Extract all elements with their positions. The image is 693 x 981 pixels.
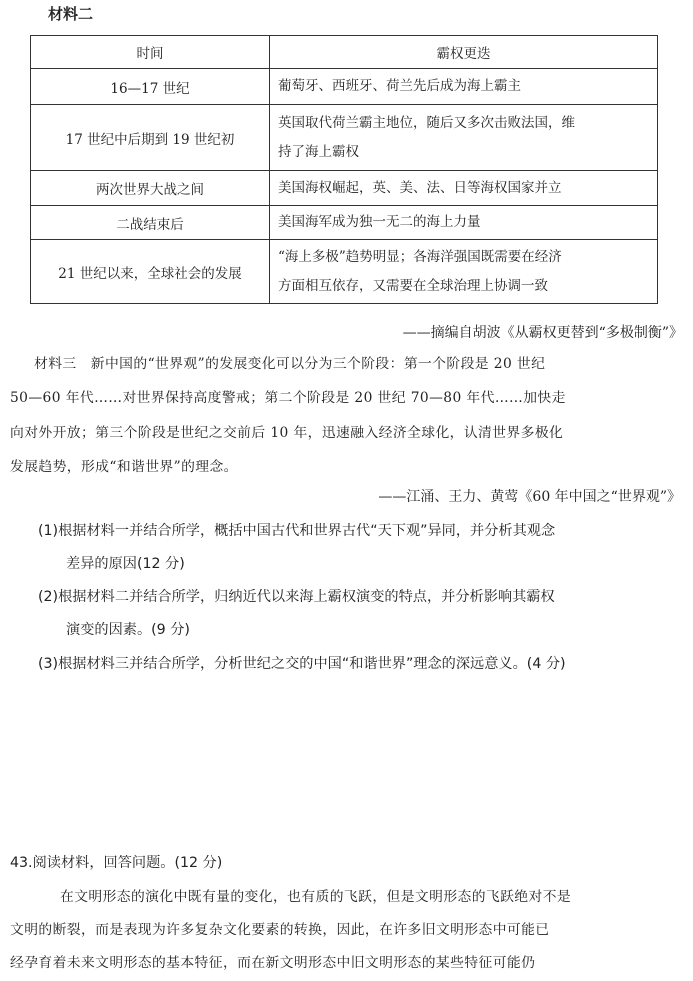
question-3-line1: (3)根据材料三并结合所学，分析世纪之交的中国“和谐世界”理念的深远意义。(4 分) <box>38 656 566 672</box>
material3-line: 向对外开放；第三个阶段是世纪之交前后 10 年，迅速融入经济全球化，认清世界多极化 <box>10 425 564 441</box>
table-row <box>31 105 658 171</box>
material3-source: ——江涌、王力、黄莺《60 年中国之“世界观”》 <box>378 489 681 505</box>
row-event-line: 美国海军成为独一无二的海上力量 <box>278 214 481 230</box>
hegemony-table <box>30 35 658 304</box>
header-time: 时间 <box>31 36 270 69</box>
row-time: 21 世纪以来，全球社会的发展 <box>31 240 270 304</box>
row-event-line: 美国海权崛起，英、美、法、日等海权国家并立 <box>278 179 562 196</box>
q43-title: 43.阅读材料，回答问题。(12 分) <box>10 855 223 871</box>
row-event <box>270 105 658 171</box>
row-event-line: 方面相互依存，又需要在全球治理上协调一致 <box>278 277 548 294</box>
question-2-line2: 演变的因素。(9 分) <box>66 622 190 638</box>
row-time: 二战结束后 <box>31 206 270 240</box>
row-event <box>270 69 658 105</box>
material3-line: 50—60 年代……对世界保持高度警戒；第二个阶段是 20 世纪 70—80 年代……加快走 <box>10 390 566 406</box>
row-time: 16—17 世纪 <box>31 69 270 105</box>
question-2-line1: (2)根据材料二并结合所学，归纳近代以来海上霸权演变的特点，并分析影响其霸权 <box>38 589 555 605</box>
q43-line: 在文明形态的演化中既有量的变化，也有质的飞跃，但是文明形态的飞跃绝对不是 <box>60 889 572 905</box>
material2-source: ——摘编自胡波《从霸权更替到“多极制衡”》 <box>402 325 683 341</box>
material3-line: 材料三 新中国的“世界观”的发展变化可以分为三个阶段：第一个阶段是 20 世纪 <box>34 356 546 372</box>
table-row <box>31 240 658 304</box>
row-event <box>270 206 658 240</box>
row-event-line: 葡萄牙、西班牙、荷兰先后成为海上霸主 <box>278 78 521 94</box>
header-hegemony: 霸权更迭 <box>270 36 658 69</box>
q43-line: 经孕育着未来文明形态的基本特征，而在新文明形态中旧文明形态的某些特征可能仍 <box>10 955 536 971</box>
material2-title: 材料二 <box>48 5 94 23</box>
row-event <box>270 171 658 206</box>
material3-line: 发展趋势，形成“和谐世界”的理念。 <box>10 459 238 475</box>
question-1-line1: (1)根据材料一并结合所学，概括中国古代和世界古代“天下观”异同，并分析其观念 <box>38 523 556 539</box>
row-event-line: 英国取代荷兰霸主地位，随后又多次击败法国，维 <box>278 114 575 131</box>
table-row <box>31 206 658 240</box>
row-time: 17 世纪中后期到 19 世纪初 <box>31 105 270 171</box>
q43-line: 文明的断裂，而是表现为许多复杂文化要素的转换，因此，在许多旧文明形态中可能已 <box>10 922 550 938</box>
table-header-row <box>31 36 658 69</box>
question-1-line2: 差异的原因(12 分) <box>66 556 185 572</box>
table-row <box>31 69 658 105</box>
row-event <box>270 240 658 304</box>
row-event-line: “海上多极”趋势明显；各海洋强国既需要在经济 <box>278 248 562 265</box>
row-time: 两次世界大战之间 <box>31 171 270 206</box>
table-row <box>31 171 658 206</box>
row-event-line: 持了海上霸权 <box>278 143 359 160</box>
